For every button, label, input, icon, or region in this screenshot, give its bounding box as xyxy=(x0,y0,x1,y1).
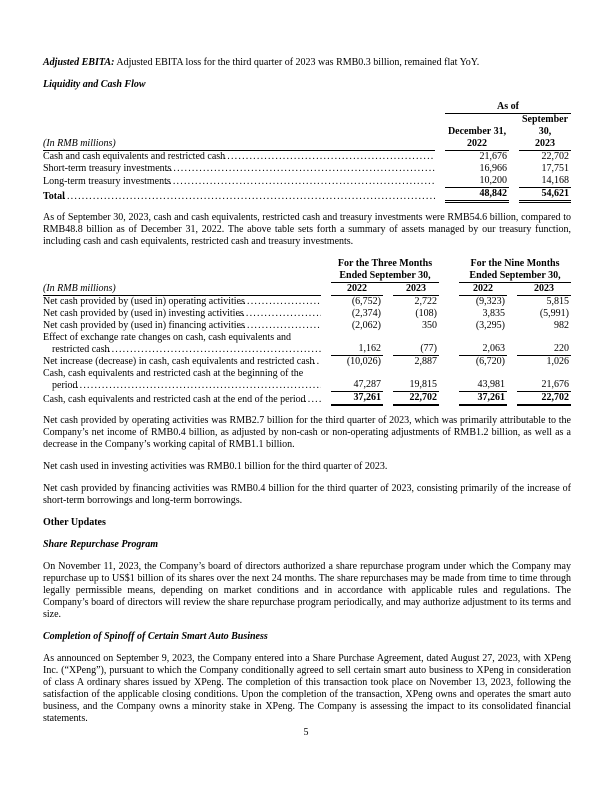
group-9m-line2: Ended September 30, xyxy=(469,270,561,281)
total-value: 48,842 xyxy=(445,188,509,203)
spinoff-paragraph: As announced on September 9, 2023, the Company entered into a Share Purchase Agreement, dated August 27, 2023, with XPeng Inc. (“XPeng”), pursuant to which the Company conditionally agreed to sell certain smart auto business to XPeng in consideration of class A ordinary shares issued by XPeng. The completion of this transaction took place on November 13, 2023, following the satisfaction of the applicable closing conditions. Upon the completion of the transaction, XPeng owns and operates the smart auto business, and the Company owns a minority stake in XPeng. The Company is assessing the impact to its consolidated financial statements. xyxy=(43,653,571,724)
cell-value: 350 xyxy=(422,320,438,331)
cell-value: (9,323) xyxy=(475,296,506,307)
table-row xyxy=(43,151,571,163)
year-header: 2022 xyxy=(331,283,383,296)
row-label: Cash and cash equivalents and restricted cash xyxy=(43,151,226,162)
cell-value: 2,063 xyxy=(459,343,507,356)
cell-value: 2,887 xyxy=(414,356,438,367)
cell-value: 16,966 xyxy=(479,163,507,174)
cashflow-year-header-row xyxy=(43,283,571,296)
total-value: 54,621 xyxy=(519,188,571,203)
cashflow-group-header-row xyxy=(43,258,571,283)
investing-activities-paragraph: Net cash used in investing activities was RMB0.1 billion for the third quarter of 2023. xyxy=(43,461,388,472)
group-3m-line2: Ended September 30, xyxy=(339,270,431,281)
asof-header: As of xyxy=(445,101,571,114)
row-label: Short-term treasury investments xyxy=(43,163,172,174)
adjusted-ebita-text: Adjusted EBITA loss for the third quarter of 2023 was RMB0.3 billion, remained flat YoY. xyxy=(114,57,480,68)
row-label: Cash, cash equivalents and restricted cash at the end of the period xyxy=(43,394,306,405)
adjusted-ebita-label: Adjusted EBITA: xyxy=(43,57,115,68)
assets-col1-year: 2022 xyxy=(467,138,487,149)
adjusted-ebita-paragraph xyxy=(43,57,571,69)
year-header: 2022 xyxy=(459,283,507,296)
financing-activities-paragraph: Net cash provided by financing activities was RMB0.4 billion for the third quarter of 2023, consisting primarily of the increase of short-term borrowings and long-term borrowings. xyxy=(43,483,571,506)
cell-value: (5,991) xyxy=(539,308,570,319)
page-number: 5 xyxy=(303,727,309,738)
cell-value: 21,676 xyxy=(517,379,571,392)
cell-value: (3,295) xyxy=(475,320,506,331)
cell-value: 1,026 xyxy=(546,356,570,367)
cell-value: 43,981 xyxy=(459,379,507,392)
cell-value: 2,722 xyxy=(414,296,438,307)
row-label: Net increase (decrease) in cash, cash equivalents and restricted cash xyxy=(43,356,315,367)
cell-value: 5,815 xyxy=(546,296,570,307)
table-row xyxy=(43,163,571,175)
table-row xyxy=(43,356,571,368)
table-row xyxy=(43,332,571,356)
assets-col2-date: September 30, xyxy=(521,114,569,137)
cell-value: 1,162 xyxy=(331,343,383,356)
cell-value: 21,676 xyxy=(479,151,507,162)
assets-col2-year: 2023 xyxy=(535,138,555,149)
row-label: Net cash provided by (used in) operating activities xyxy=(43,296,245,307)
cell-value: 14,168 xyxy=(519,175,571,188)
row-label: Net cash provided by (used in) investing activities xyxy=(43,308,244,319)
other-updates-heading: Other Updates xyxy=(43,517,106,528)
table-row xyxy=(43,368,571,392)
row-label: Cash, cash equivalents and restricted cash at the beginning of the period xyxy=(43,368,304,391)
cell-value: 37,261 xyxy=(459,392,507,406)
assets-paragraph: As of September 30, 2023, cash and cash equivalents, restricted cash and treasury investments were RMB54.6 billion, compared to RMB48.8 billion as of December 31, 2022. The above table sets forth a summary of assets managed by our treasury function, including cash and cash equivalents, restricted cash and treasury investments. xyxy=(43,212,571,247)
liquidity-heading: Liquidity and Cash Flow xyxy=(43,79,146,90)
cell-value: (6,720) xyxy=(475,356,506,367)
total-label: Total xyxy=(43,191,65,202)
assets-table-asof-row xyxy=(43,101,571,114)
cell-value: 22,702 xyxy=(541,151,570,162)
operating-activities-paragraph: Net cash provided by operating activities was RMB2.7 billion for the third quarter of 2023, which was primarily attributable to the Company’s net income of RMB0.4 billion, as adjusted by non-cash or non-operating adjustments of RMB1.2 billion, as well as a decrease in the Company’s working capital of RMB1.1 billion. xyxy=(43,415,571,450)
cell-value: 47,287 xyxy=(331,379,383,392)
cell-value: (77) xyxy=(393,343,439,356)
cell-value: (10,026) xyxy=(346,356,381,367)
cell-value: 19,815 xyxy=(393,379,439,392)
assets-table xyxy=(43,101,571,203)
cashflow-unit-label: (In RMB millions) xyxy=(43,283,321,296)
spinoff-heading: Completion of Spinoff of Certain Smart Auto Business xyxy=(43,631,268,642)
cell-value: 22,702 xyxy=(393,392,439,406)
share-repurchase-heading: Share Repurchase Program xyxy=(43,539,159,550)
cell-value: 10,200 xyxy=(445,175,509,188)
cell-value: (2,374) xyxy=(351,308,381,319)
group-3m-line1: For the Three Months xyxy=(337,258,433,269)
assets-col1-date: December 31, xyxy=(447,126,507,137)
cell-value: 982 xyxy=(554,320,570,331)
table-row xyxy=(43,175,571,188)
cell-value: 22,702 xyxy=(517,392,571,406)
assets-unit-label: (In RMB millions) xyxy=(43,138,435,151)
group-9m-line1: For the Nine Months xyxy=(470,258,560,269)
row-label: Net cash provided by (used in) financing activities xyxy=(43,320,245,331)
assets-table-header-row xyxy=(43,114,571,151)
cell-value: (6,752) xyxy=(351,296,381,307)
table-row xyxy=(43,308,571,320)
cashflow-table xyxy=(43,258,571,406)
table-row xyxy=(43,320,571,332)
year-header: 2023 xyxy=(393,283,439,296)
cell-value: (108) xyxy=(415,308,438,319)
share-repurchase-paragraph: On November 11, 2023, the Company’s board of directors authorized a share repurchase program under which the Company may repurchase up to US$1 billion of its shares over the next 24 months. The share repurchases may be made from time to time through legally permissible means, depending on market conditions and in accordance with applicable rules and regulations. The Company’s board of directors will review the share repurchase program periodically, and may authorize adjustment to its terms and size. xyxy=(43,561,571,620)
cashflow-end-row xyxy=(43,392,571,406)
assets-total-row xyxy=(43,188,571,203)
cell-value: 37,261 xyxy=(331,392,383,406)
cell-value: (2,062) xyxy=(351,320,381,331)
row-label: Effect of exchange rate changes on cash, cash equivalents and restricted cash xyxy=(43,332,292,355)
table-row xyxy=(43,296,571,308)
cell-value: 17,751 xyxy=(541,163,570,174)
cell-value: 220 xyxy=(517,343,571,356)
row-label: Long-term treasury investments xyxy=(43,176,171,187)
year-header: 2023 xyxy=(517,283,571,296)
cell-value: 3,835 xyxy=(482,308,506,319)
